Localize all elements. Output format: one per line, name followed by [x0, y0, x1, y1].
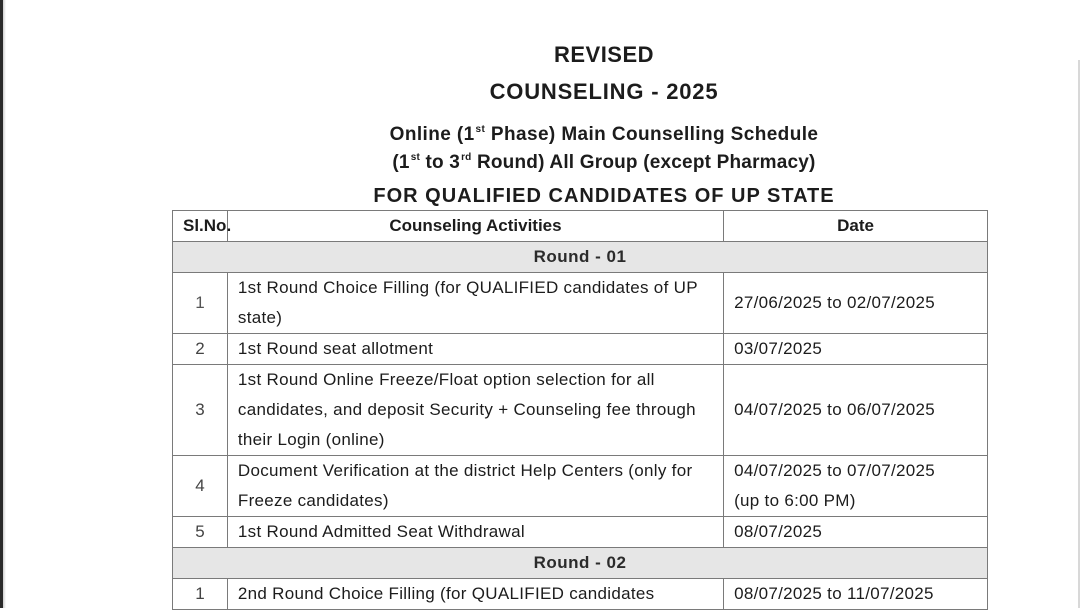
table-row — [173, 456, 988, 517]
row-date: 08/07/2025 — [724, 517, 988, 548]
round-01-label: Round - 01 — [173, 242, 988, 273]
row-activity: 2nd Round Choice Filling (for QUALIFIED candidates — [227, 579, 723, 610]
row-sl-no: 5 — [173, 517, 228, 548]
heading-rounds-sup2: rd — [461, 152, 472, 163]
heading-schedule-phase-sup: st — [475, 124, 486, 135]
row-sl-no: 2 — [173, 334, 228, 365]
row-date-range: 04/07/2025 to 07/07/2025 — [734, 461, 936, 480]
heading-rounds-part3: Round) All Group (except Pharmacy) — [471, 152, 816, 173]
schedule-table — [172, 210, 988, 610]
row-activity: 1st Round seat allotment — [227, 334, 723, 365]
row-date: 27/06/2025 to 02/07/2025 — [724, 273, 988, 334]
heading-revised: REVISED — [553, 42, 655, 67]
round-header-row — [173, 548, 988, 579]
row-sl-no: 4 — [173, 456, 228, 517]
row-date-note: (up to 6:00 PM) — [734, 491, 856, 510]
scan-left-edge — [0, 0, 6, 608]
row-sl-no: 3 — [173, 365, 228, 456]
row-activity: 1st Round Online Freeze/Float option selection for all candidates, and deposit Security + Counseling fee through their Login (online) — [227, 365, 723, 456]
round-02-label: Round - 02 — [173, 548, 988, 579]
heading-rounds-group — [64, 152, 1080, 174]
row-date — [724, 456, 988, 517]
table-row — [173, 579, 988, 610]
heading-rounds-part2: to 3 — [420, 152, 461, 173]
column-header-date: Date — [724, 211, 988, 242]
heading-qualified-candidates: FOR QUALIFIED CANDIDATES OF UP STATE — [373, 185, 835, 207]
row-sl-no: 1 — [173, 273, 228, 334]
table-row — [173, 365, 988, 456]
row-activity: Document Verification at the district Help Centers (only for Freeze candidates) — [227, 456, 723, 517]
row-date: 08/07/2025 to 11/07/2025 — [724, 579, 988, 610]
table-header-row — [173, 211, 988, 242]
heading-rounds-part1: (1 — [392, 152, 410, 173]
row-sl-no: 1 — [173, 579, 228, 610]
column-header-activities: Counseling Activities — [227, 211, 723, 242]
row-date: 03/07/2025 — [724, 334, 988, 365]
heading-counseling-year: COUNSELING - 2025 — [489, 79, 719, 104]
heading-rounds-sup1: st — [410, 152, 420, 163]
row-activity: 1st Round Admitted Seat Withdrawal — [227, 517, 723, 548]
heading-schedule-phase — [64, 124, 1080, 146]
table-row — [173, 334, 988, 365]
heading-schedule-phase-part2: Phase) Main Counselling Schedule — [485, 124, 819, 145]
table-row — [173, 517, 988, 548]
round-header-row — [173, 242, 988, 273]
heading-schedule-phase-part1: Online (1 — [389, 124, 475, 145]
column-header-sl-no: Sl.No. — [173, 211, 228, 242]
row-activity: 1st Round Choice Filling (for QUALIFIED candidates of UP state) — [227, 273, 723, 334]
row-date: 04/07/2025 to 06/07/2025 — [724, 365, 988, 456]
table-row — [173, 273, 988, 334]
